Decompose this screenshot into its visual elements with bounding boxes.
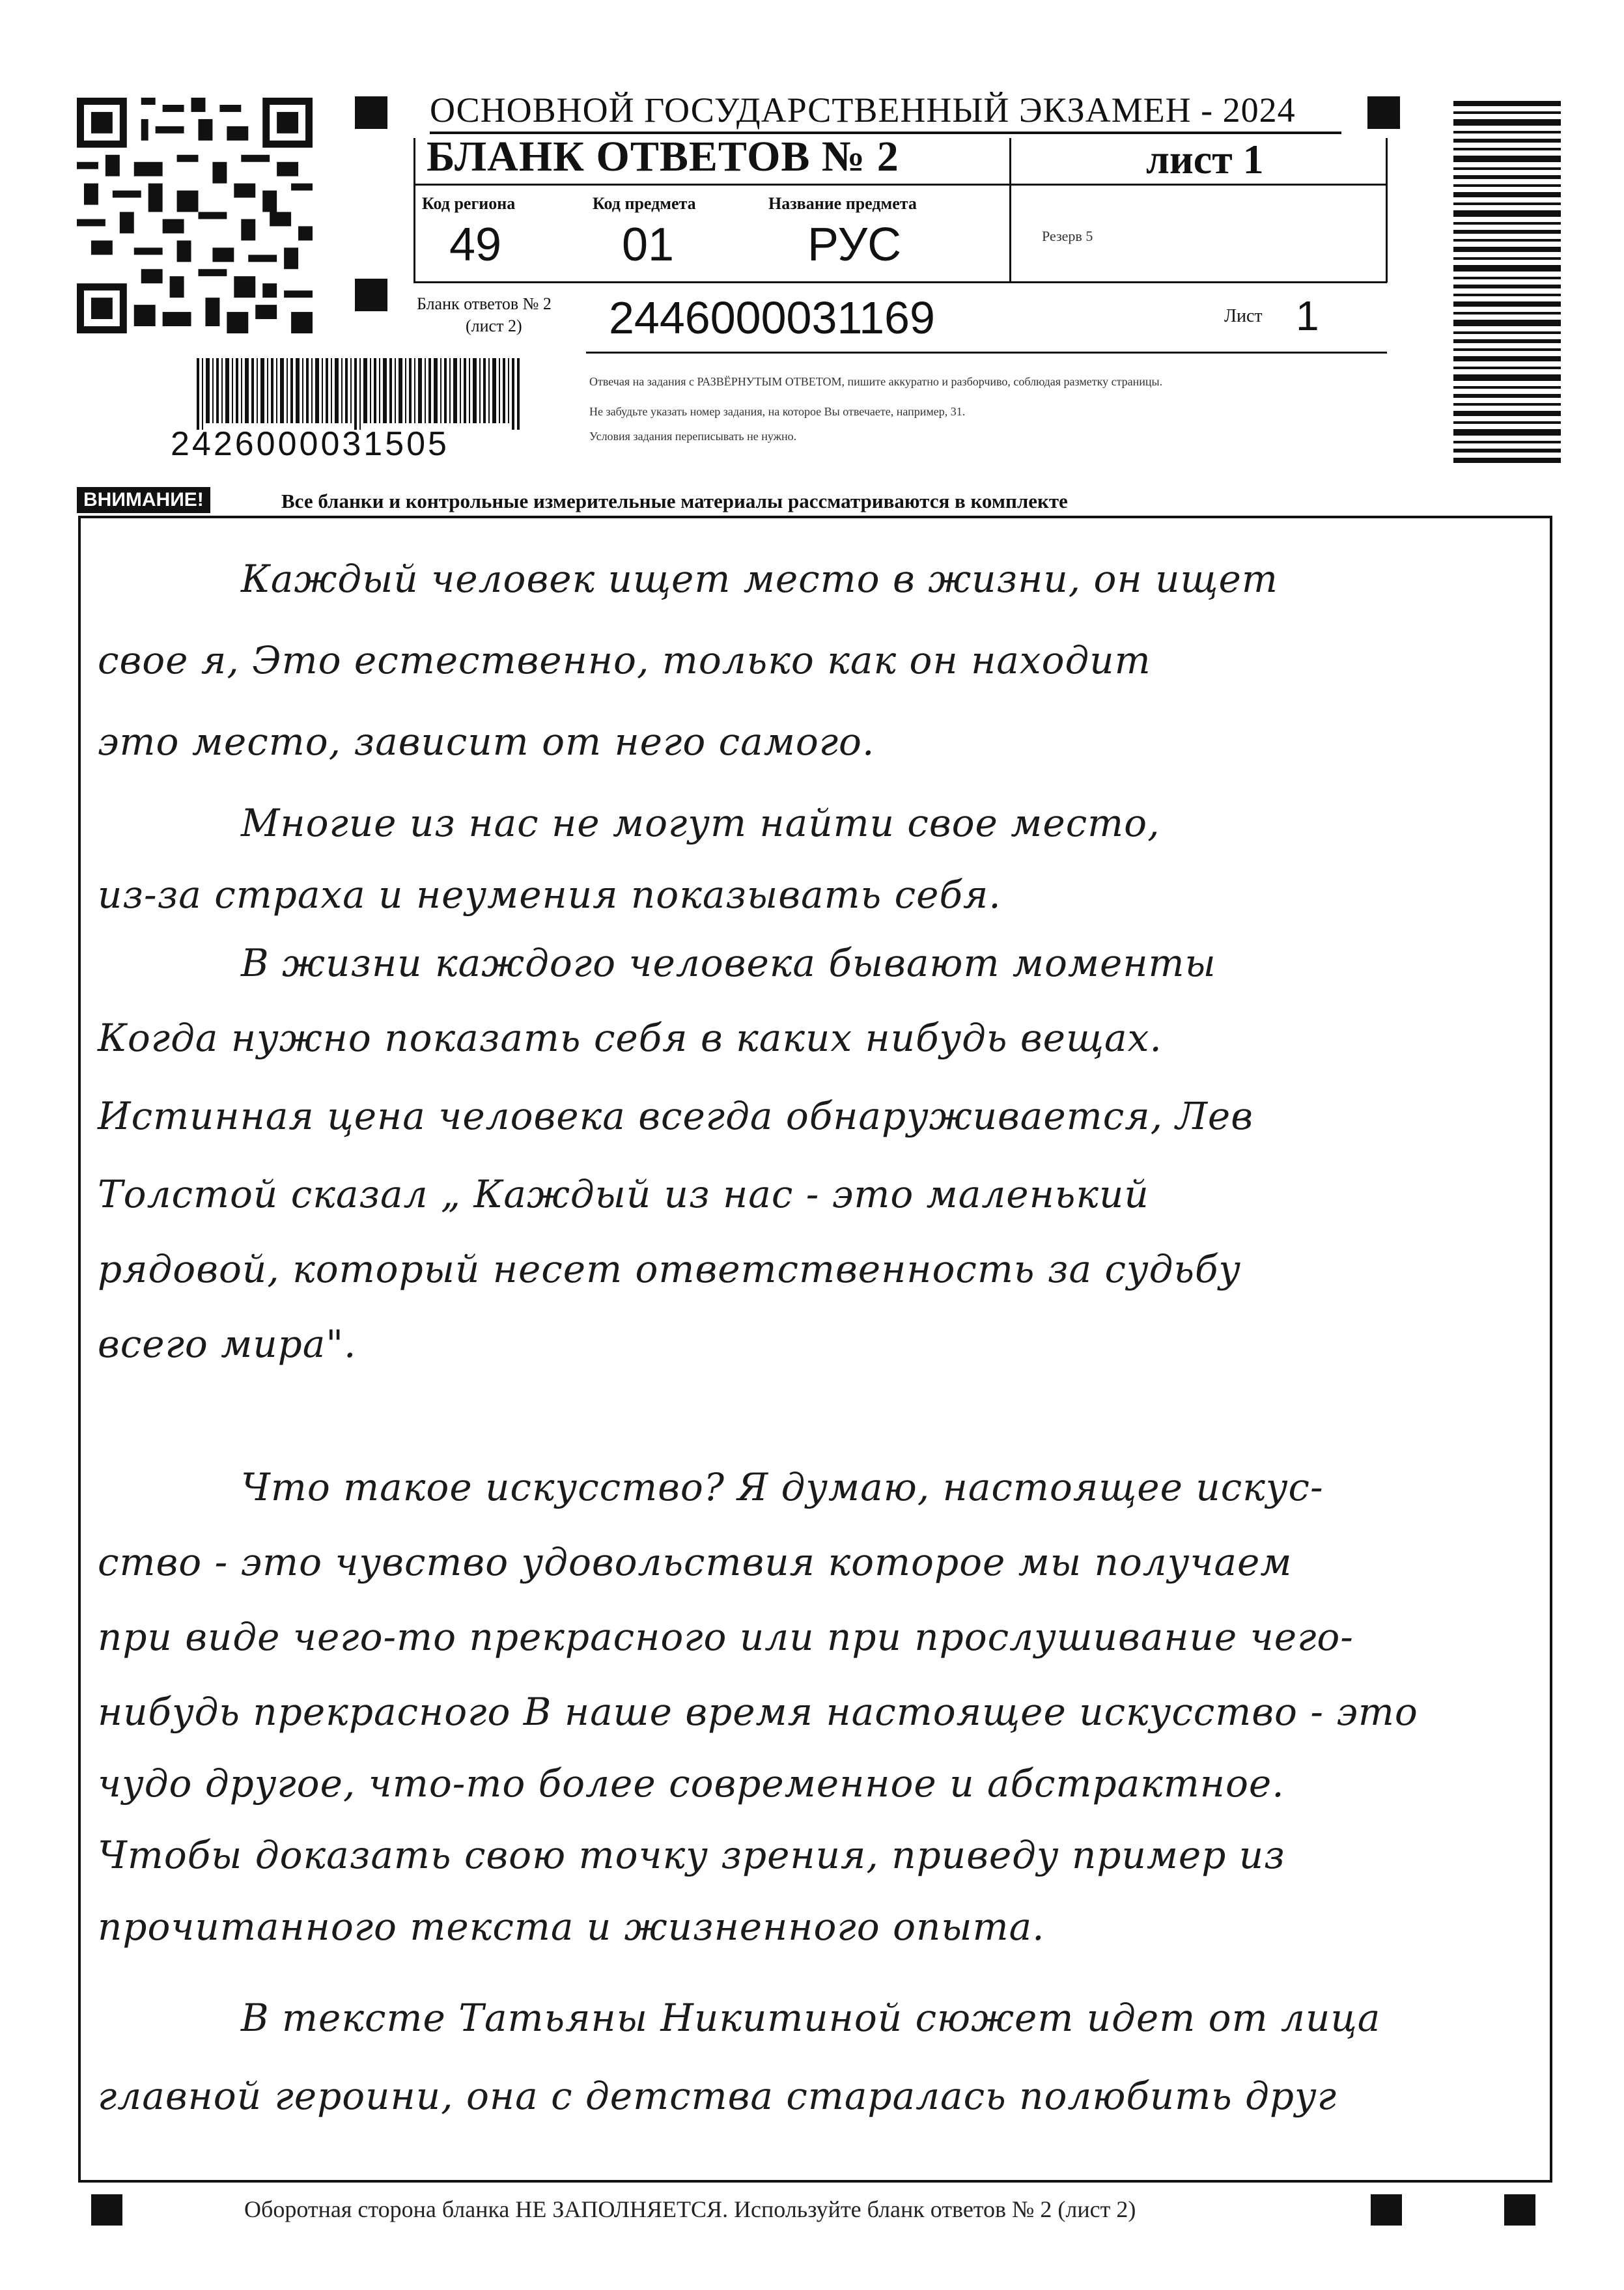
subject-name-label: Название предмета <box>768 194 917 213</box>
answer-line: Что такое искусство? Я думаю, настоящее искус- <box>241 1465 1324 1509</box>
answer-line: Толстой сказал „ Каждый из нас - это маленький <box>98 1172 1149 1216</box>
form2-sub: (лист 2) <box>466 316 522 335</box>
form2-number: 2446000031169 <box>609 292 935 343</box>
answer-line: В тексте Татьяны Никитиной сюжет идет от лица <box>241 1996 1381 2040</box>
answer-line: это место, зависит от него самого. <box>98 719 875 764</box>
side-barcode <box>1453 101 1561 466</box>
form-title: БЛАНК ОТВЕТОВ № 2 <box>427 133 899 180</box>
reserve-label: Резерв 5 <box>1042 228 1093 244</box>
form2-rule <box>586 352 1387 354</box>
subject-name-value: РУС <box>807 219 902 271</box>
instruction-2: Не забудьте указать номер задания, на которое Вы отвечаете, например, 31. <box>589 405 966 418</box>
answer-line: Когда нужно показать себя в каких нибудь вещах. <box>98 1016 1162 1060</box>
marker-square <box>1504 2194 1535 2226</box>
marker-square <box>355 279 387 311</box>
instruction-1: Отвечая на задания с РАЗВЁРНУТЫМ ОТВЕТОМ, пишите аккуратно и разборчиво, соблюдая разметку страницы. <box>589 375 1163 388</box>
answer-line: Чтобы доказать свою точку зрения, приведу пример из <box>98 1833 1285 1877</box>
answer-line: В жизни каждого человека бывают моменты <box>241 941 1216 985</box>
answer-line: из-за страха и неумения показывать себя. <box>98 873 1001 917</box>
exam-title: ОСНОВНОЙ ГОСУДАРСТВЕННЫЙ ЭКЗАМЕН - 2024 <box>430 90 1341 134</box>
answer-line: ство - это чувство удовольствия которое мы получаем <box>98 1540 1293 1584</box>
subject-code-label: Код предмета <box>593 194 696 213</box>
sheet-value: 1 <box>1296 292 1319 339</box>
answer-line: при виде чего-то прекрасного или при прослушивание чего- <box>98 1615 1354 1659</box>
answer-line: нибудь прекрасного В наше время настоящее искусство - это <box>98 1690 1418 1734</box>
answer-line: Многие из нас не могут найти свое место, <box>241 801 1160 845</box>
sheet-label: Лист <box>1224 306 1263 326</box>
answer-line: прочитанного текста и жизненного опыта. <box>98 1905 1045 1949</box>
footer-text: Оборотная сторона бланка НЕ ЗАПОЛНЯЕТСЯ. Используйте бланк ответов № 2 (лист 2) <box>244 2196 1136 2222</box>
answer-line: всего мира". <box>98 1322 357 1366</box>
title-divider <box>413 184 1387 186</box>
instruction-3: Условия задания переписывать не нужно. <box>589 430 797 443</box>
marker-square <box>355 96 387 129</box>
marker-square <box>1367 96 1400 129</box>
answer-line: главной героини, она с детства старалась полюбить друг <box>98 2074 1337 2118</box>
answer-line: Истинная цена человека всегда обнаруживается, Лев <box>98 1094 1253 1138</box>
subject-code-value: 01 <box>622 219 675 271</box>
header-bottom-rule <box>413 281 1387 283</box>
barcode <box>197 358 522 430</box>
answer-line: рядовой, который несет ответственность за судьбу <box>98 1247 1242 1291</box>
sheet-title: лист 1 <box>1146 136 1264 182</box>
vertical-divider <box>1009 138 1011 283</box>
region-label: Код региона <box>422 194 516 213</box>
form2-label: Бланк ответов № 2 <box>417 294 552 313</box>
marker-square <box>1371 2194 1402 2226</box>
answer-line: Каждый человек ищет место в жизни, он ищет <box>241 557 1278 601</box>
barcode-number: 2426000031505 <box>171 425 449 463</box>
qr-code <box>77 98 313 333</box>
region-value: 49 <box>449 219 502 271</box>
answer-line: свое я, Это естественно, только как он находит <box>98 638 1151 682</box>
warning-badge: ВНИМАНИЕ! <box>77 487 210 513</box>
answer-line: чудо другое, что-то более современное и абстрактное. <box>98 1761 1285 1806</box>
marker-square <box>91 2194 122 2226</box>
warning-text: Все бланки и контрольные измерительные материалы рассматриваются в комплекте <box>281 490 1068 512</box>
header-right-border <box>1386 138 1388 283</box>
